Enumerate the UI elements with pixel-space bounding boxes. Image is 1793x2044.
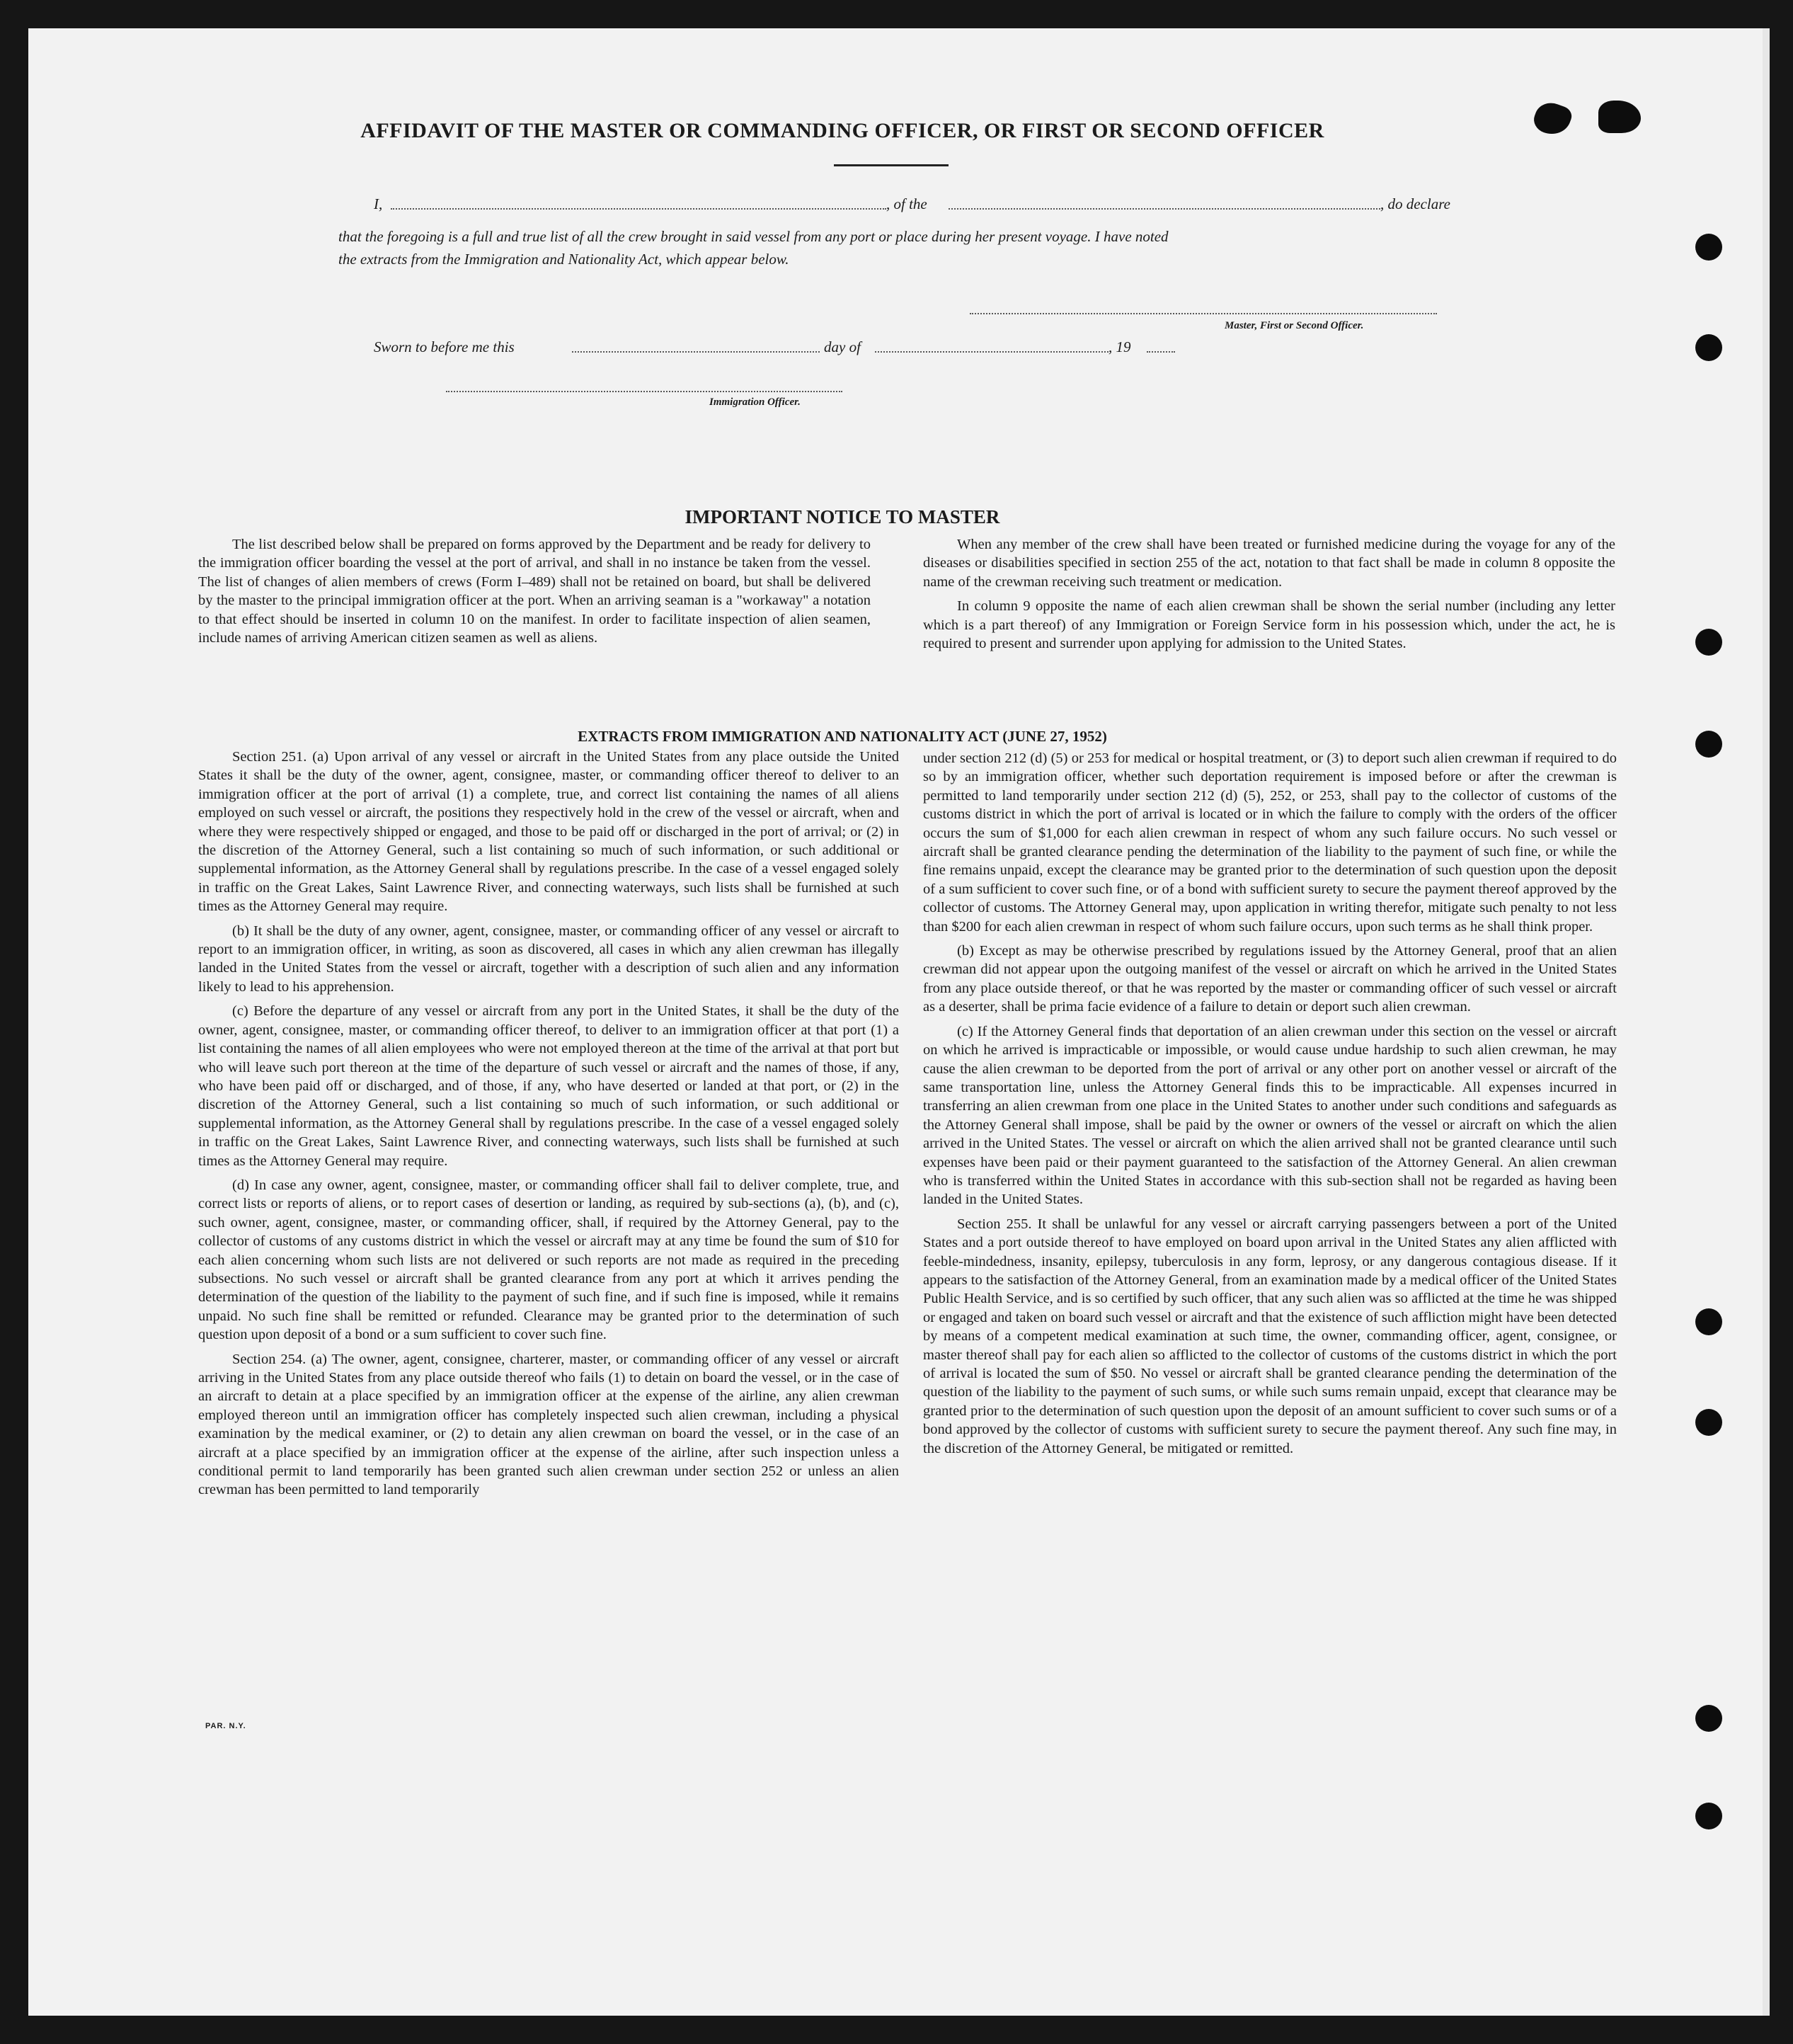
i-label: I,: [374, 195, 383, 212]
extracts-title: EXTRACTS FROM IMMIGRATION AND NATIONALITY ACT (JUNE 27, 1952): [578, 728, 1107, 745]
sworn-day-field[interactable]: [572, 351, 820, 353]
sworn-month-field[interactable]: [875, 351, 1109, 353]
punch-hole: [1695, 629, 1722, 656]
name-field[interactable]: [391, 208, 886, 210]
do-declare-label: , do declare: [1380, 195, 1450, 212]
title-rule: [834, 164, 949, 166]
section-251-d: (d) In case any owner, agent, consignee, master, or commanding officer shall fail to deliver complete, true, and correct lists or reports of aliens, or to report cases of desertion or landing, as required by sub-sections (a), (b), and (c), such owner, agent, consignee, master, or commanding officer, shall, if required by the Attorney General, pay to the collector of customs of any customs district in which the vessel or aircraft may at any time be found the sum of $10 for each alien concerning whom such lists are not delivered or such reports are not made as required in the preceding subsections. No such vessel or aircraft shall be granted clearance from any port at which it arrives pending the determination of the question of the liability to the payment of such fine, and if such fine is imposed, while it remains unpaid. No such fine shall be remitted or refunded. Clearance may be granted prior to the determination of such question upon deposit of a bond or a sum sufficient to cover such fine.: [198, 1177, 899, 1343]
section-254-a-continued: under section 212 (d) (5) or 253 for medical or hospital treatment, or (3) to deport such alien crewman if required to do so by an immigration officer, whether such deportation requirement is imposed before or after the crewman is permitted to land temporarily under section 212 (d) (5), 252, or 253, shall pay to the collector of customs of the customs district in which the port of arrival is located or in which the failure to comply with the orders of the officer occurs the sum of $1,000 for each alien crewman in respect of whom any such failure occurs. No such vessel or aircraft shall be granted clearance pending the determination of the liability to the payment of such fine, or while the fine remains unpaid, except the clearance may be granted prior to the determination of such question upon the deposit of a sum sufficient to cover such fine, or of a bond with sufficient surety to secure the payment thereof approved by the collector of customs. The Attorney General may, upon application in writing therefor, mitigate such penalty to not less than $200 for each alien crewman in respect of whom such failure occurs, upon such terms as he shall think proper.: [923, 750, 1617, 935]
section-255: Section 255. It shall be unlawful for any vessel or aircraft carrying passengers between a port of the United States and a port outside thereof to have employed on board upon arrival in the United States any alien afflicted with feeble-mindedness, insanity, epilepsy, tuberculosis in any form, leprosy, or any dangerous contagious disease. If it appears to the satisfaction of the Attorney General, from an examination made by a medical officer of the United States Public Health Service, and is so certified by such officer, that any such alien was so afflicted at the time he was shipped or engaged and taken on board such vessel or aircraft and that the existence of such affliction might have been detected by means of a competent medical examination at such time, the owner, commanding officer, agent, consignee, or master thereof shall pay for each alien so afflicted to the collector of customs of the customs district in which the port of arrival is located the sum of $50. No vessel or aircraft shall be granted clearance pending the determination of the question of the liability to the payment of such sums, or while such sums remain unpaid, except that clearance may be granted prior to the determination of such question upon the deposit of an amount sufficient to cover such sums or of a bond approved by the collector of customs with sufficient surety to secure the payment thereof. Any such fine may, in the discretion of the Attorney General, be mitigated or remitted.: [923, 1216, 1617, 1456]
document-page: [28, 28, 1770, 2016]
notice-title: IMPORTANT NOTICE TO MASTER: [684, 506, 1000, 527]
section-251-c: (c) Before the departure of any vessel or aircraft from any port in the United States, it shall be the duty of the owner, agent, consignee, master, or commanding officer thereof, to deliver to an immigration officer at that port (1) a list containing the names of all alien employees who were not employed thereon at the time of the arrival at that port but who will leave such port thereon at the time of the departure of such vessel or aircraft and the names of those, if any, who have been paid off or discharged, and of those, if any, who have deserted or landed at that port, or (2) in the discretion of the Attorney General, such a list containing so much of such information, or such additional or supplemental information, as the Attorney General shall by regulations prescribe. In the case of a vessel engaged solely in traffic on the Great Lakes, Saint Lawrence River, and connecting waterways, such lists shall be furnished at such times as the Attorney General may require.: [198, 1003, 899, 1169]
affidavit-title: AFFIDAVIT OF THE MASTER OR COMMANDING OFFICER, OR FIRST OR SECOND OFFICER: [360, 119, 1324, 142]
immigration-officer-signature-field[interactable]: [446, 391, 842, 392]
ink-blot: [1598, 101, 1641, 133]
notice-right-paragraph-2: In column 9 opposite the name of each alien crewman shall be shown the serial number (including any letter which is a part thereof) of any Immigration or Foreign Service form in his possession which, under the act, he is required to present and surrender upon applying for admission to the United States.: [923, 598, 1615, 652]
punch-hole: [1695, 731, 1722, 758]
sworn-year-field[interactable]: [1147, 351, 1175, 353]
immigration-officer-caption: Immigration Officer.: [709, 396, 801, 408]
punch-hole: [1695, 1308, 1722, 1335]
punch-hole: [1695, 234, 1722, 261]
punch-hole: [1695, 1409, 1722, 1436]
extracts-left-column: [198, 748, 899, 1500]
year-label: , 19: [1109, 338, 1131, 355]
punch-hole: [1695, 1803, 1722, 1829]
master-signature-caption: Master, First or Second Officer.: [1225, 320, 1364, 331]
sworn-label: Sworn to before me this: [374, 338, 515, 355]
extracts-right-column: [923, 749, 1617, 1458]
notice-right-column: [923, 535, 1615, 653]
section-251-b: (b) It shall be the duty of any owner, agent, consignee, master, or commanding officer of any vessel or aircraft to report to an immigration officer, in writing, as soon as discovered, all cases in which any alien crewman has illegally landed in the United States from the vessel or aircraft, together with a description of such alien and any information likely to lead to his apprehension.: [198, 923, 899, 995]
vessel-field[interactable]: [949, 208, 1380, 210]
section-254-a: Section 254. (a) The owner, agent, consignee, charterer, master, or commanding officer of any vessel or aircraft arriving in the United States from any place outside thereof who fails (1) to detain on board the vessel, or in the case of an aircraft to detain at a place specified by an immigration officer at the expense of the airline, any alien crewman employed thereon until an immigration officer has completely inspected such alien crewman, including a physical examination by the medical examiner, or (2) to detain any alien crewman on board the vessel, or in the case of an aircraft at a place specified by an immigration officer at the expense of the airline, after such inspection unless a conditional permit to land temporarily has been granted such alien crewman under section 252 or unless an alien crewman has been permitted to land temporarily: [198, 1351, 899, 1498]
section-251-a: Section 251. (a) Upon arrival of any vessel or aircraft in the United States from any place outside the United States it shall be the duty of the owner, agent, consignee, master, or commanding officer thereof to deliver to an immigration officer at the port of arrival (1) a complete, true, and correct list containing the names of all aliens employed on such vessel or aircraft, the positions they respectively hold in the crew of the vessel or aircraft, when and where they were respectively shipped or engaged, and those to be paid off or discharged in the port of arrival; or (2) in the discretion of the Attorney General, such a list containing so much of such information, or such additional or supplemental information, as the Attorney General shall by regulations prescribe. In the case of a vessel engaged solely in traffic on the Great Lakes, Saint Lawrence River, and connecting waterways, such lists shall be furnished at such times as the Attorney General may require.: [198, 749, 899, 915]
master-signature-field[interactable]: [970, 313, 1437, 314]
notice-left-paragraph: The list described below shall be prepared on forms approved by the Department and be ready for delivery to the immigration officer boarding the vessel at the port of arrival, and shall in no instance be taken from the vessel. The list of changes of alien members of crews (Form I–489) shall not be retained on board, but shall be delivered by the master to the principal immigration officer at the port. When an arriving seaman is a "workaway" a notation to that effect should be inserted in column 10 on the manifest. In order to facilitate inspection of alien seamen, include names of arriving American citizen seamen as well as aliens.: [198, 537, 871, 646]
printer-mark: PAR. N.Y.: [205, 1722, 246, 1730]
section-254-b: (b) Except as may be otherwise prescribed by regulations issued by the Attorney General, proof that an alien crewman did not appear upon the outgoing manifest of the vessel or aircraft on which he arrived in the United States from any place outside thereof, or that he was reported by the master or commanding officer of such vessel or aircraft as a deserter, shall be prima facie evidence of a failure to detain or deport such alien crewman.: [923, 943, 1617, 1015]
notice-right-paragraph-1: When any member of the crew shall have been treated or furnished medicine during the voyage for any of the diseases or disabilities specified in section 255 of the act, notation to that fact shall be made in column 8 opposite the name of the crewman receiving such treatment or medication.: [923, 537, 1615, 590]
declaration-line-1: that the foregoing is a full and true list of all the crew brought in said vessel from any port or place during her present voyage. I have noted: [338, 228, 1169, 245]
declaration-line-2: the extracts from the Immigration and Nationality Act, which appear below.: [338, 251, 789, 268]
notice-left-column: [198, 535, 871, 647]
punch-hole: [1695, 1705, 1722, 1732]
section-254-c: (c) If the Attorney General finds that deportation of an alien crewman under this section on the vessel or aircraft on which he arrived is impracticable or impossible, or would cause undue hardship to such alien crewman, he may cause the alien crewman to be deported from the port of arrival or any other port on another vessel or aircraft of the same transportation line, unless the Attorney General finds this to be impracticable. All expenses incurred in transferring an alien crewman from one place in the United States to another under such conditions and safeguards as the Attorney General shall impose, shall be paid by the owner or owners of the vessel or aircraft on which the alien arrived in the United States. The vessel or aircraft on which the alien arrived shall not be granted clearance until such expenses have been paid or their payment guaranteed to the satisfaction of the Attorney General. An alien crewman who is transferred within the United States in accordance with this sub-section shall not be regarded as having been landed in the United States.: [923, 1023, 1617, 1208]
punch-hole: [1695, 334, 1722, 361]
day-of-label: day of: [824, 338, 861, 355]
of-the-label: , of the: [886, 195, 927, 212]
